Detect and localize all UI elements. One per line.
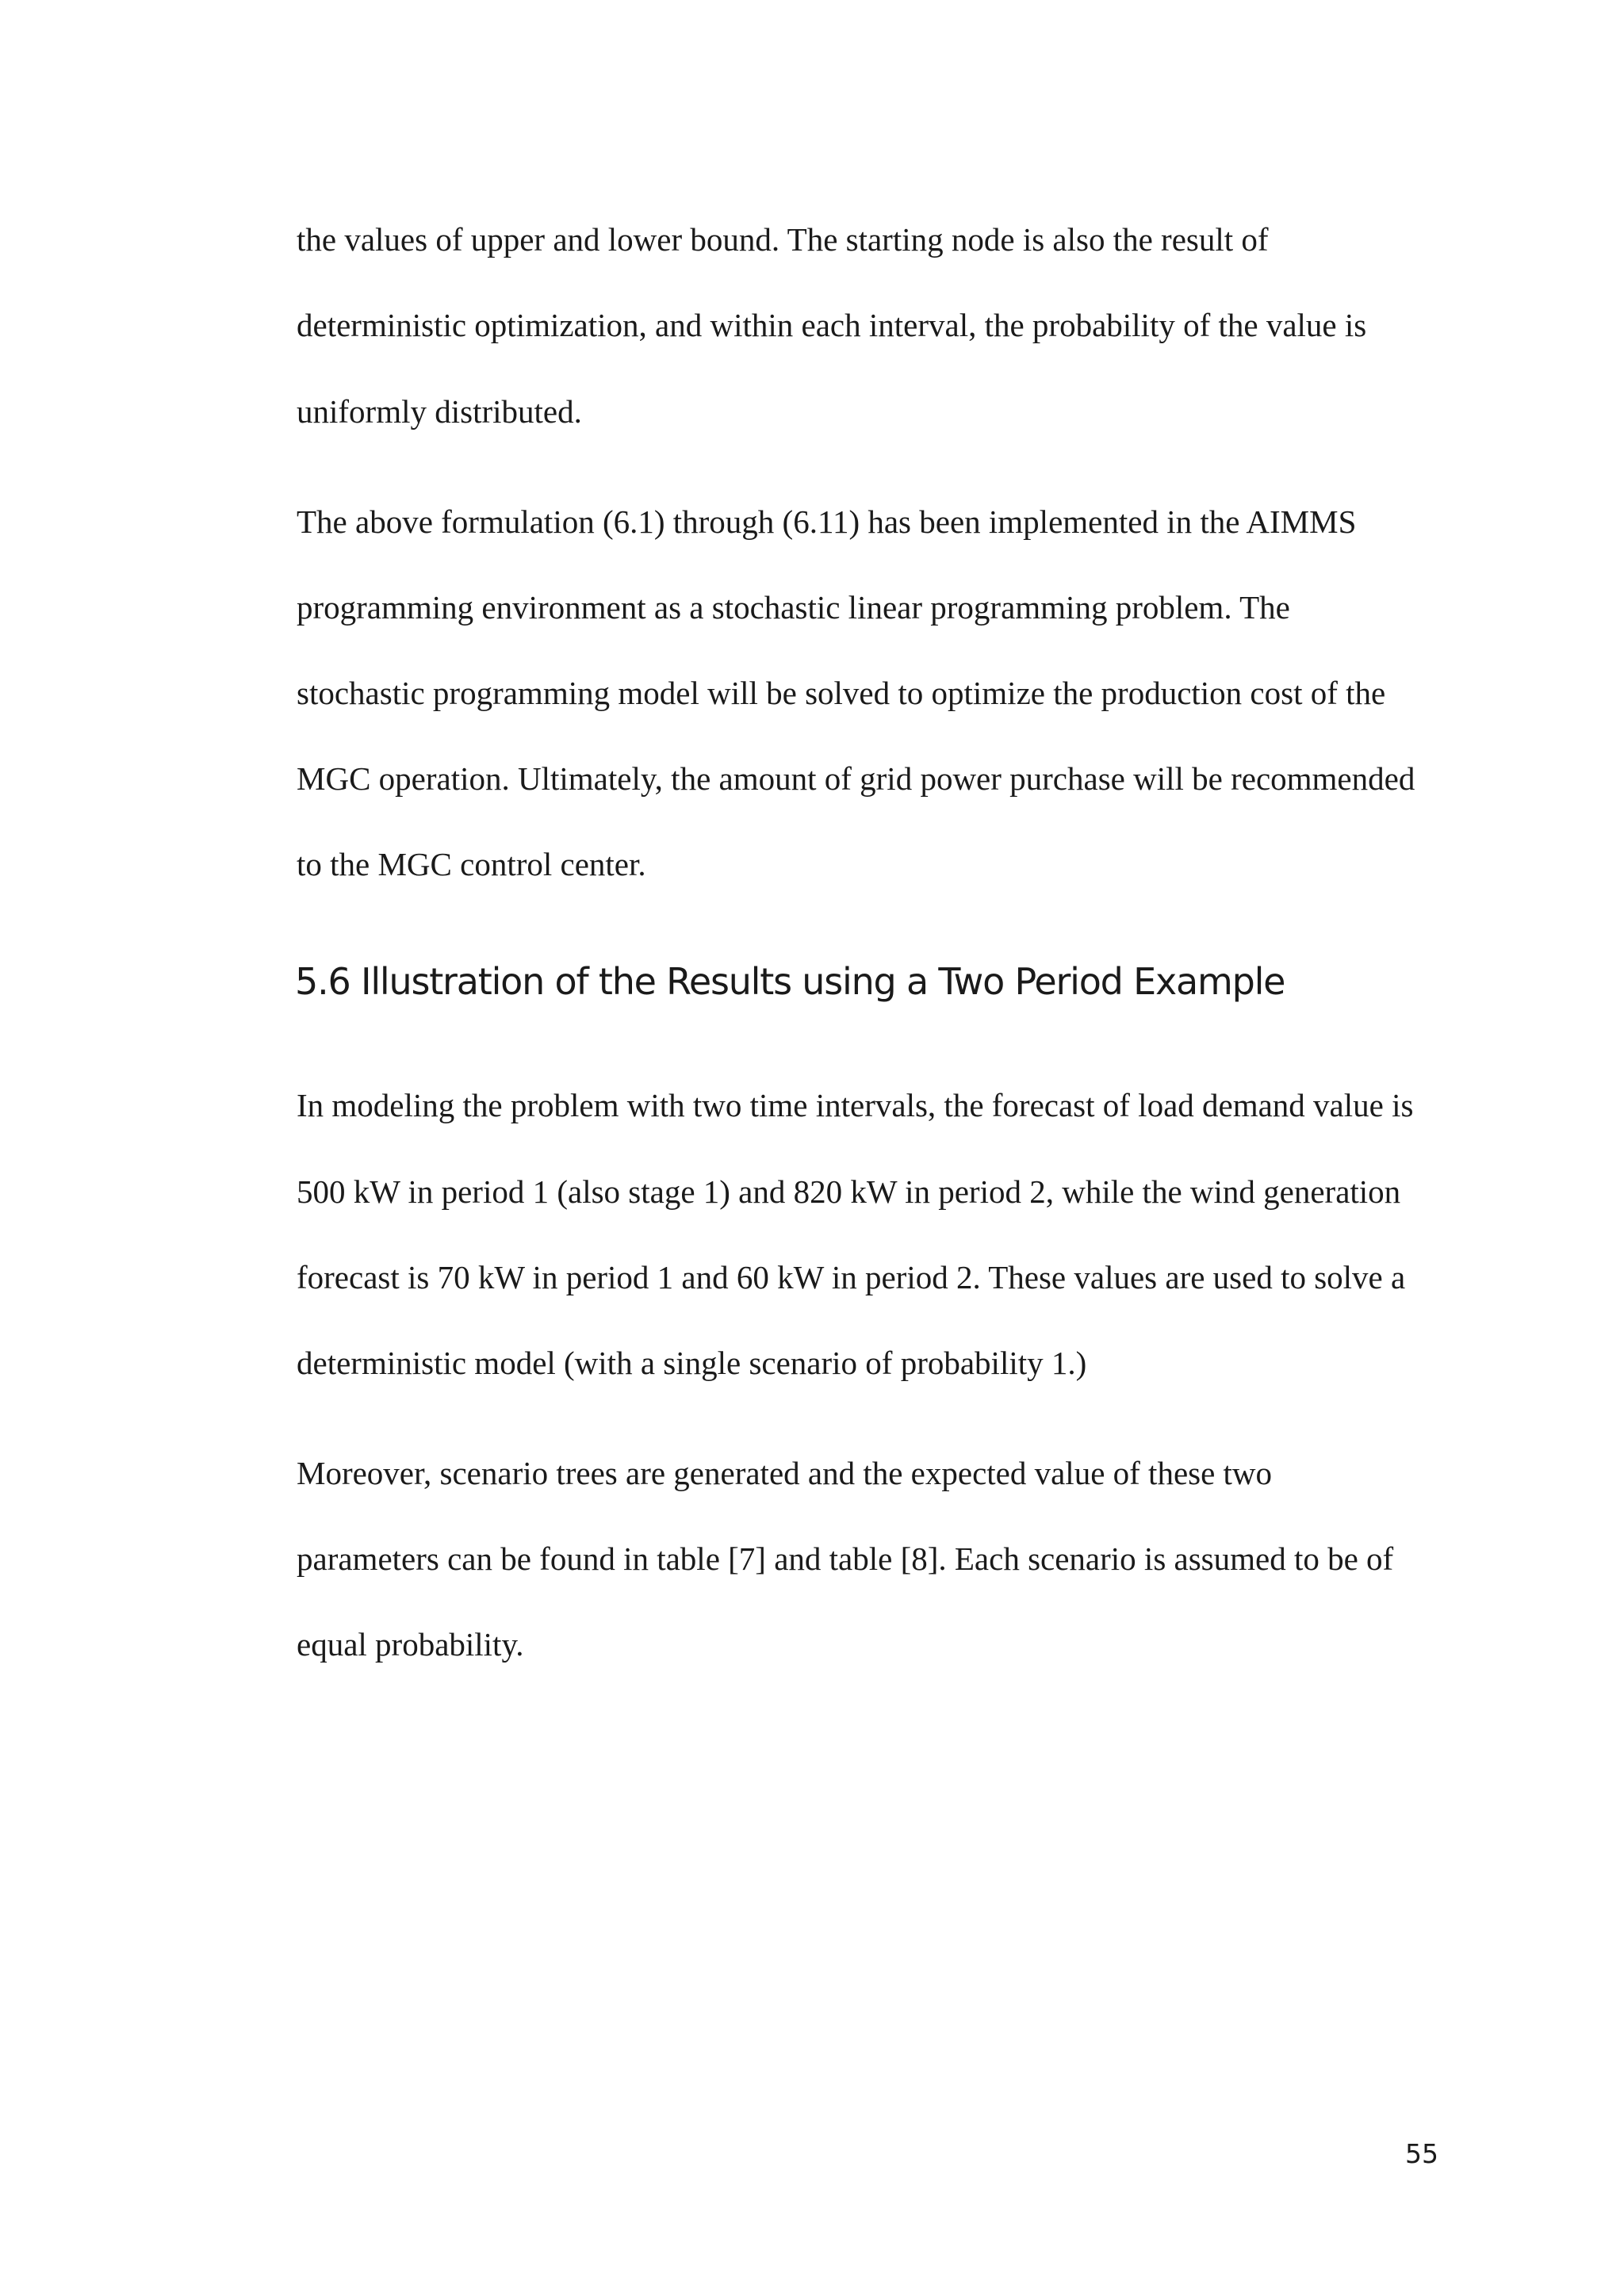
paragraph-line: deterministic optimization, and within each interval, the probability of the value is <box>297 307 1367 343</box>
section-heading: 5.6 Illustration of the Results using a Two Period Example <box>295 960 1285 1003</box>
paragraph-line: parameters can be found in table [7] and table [8]. Each scenario is assumed to be of <box>297 1540 1394 1577</box>
paragraph-line: stochastic programming model will be solved to optimize the production cost of the <box>297 675 1386 711</box>
page-number: 55 <box>1405 2138 1438 2169</box>
paragraph-line: Moreover, scenario trees are generated and the expected value of these two <box>297 1455 1273 1491</box>
paragraph-line: In modeling the problem with two time intervals, the forecast of load demand value is <box>297 1087 1414 1123</box>
paragraph-line: the values of upper and lower bound. The starting node is also the result of <box>297 221 1269 258</box>
paragraph-line: MGC operation. Ultimately, the amount of grid power purchase will be recommended <box>297 760 1415 797</box>
paragraph-line: equal probability. <box>297 1626 524 1663</box>
paragraph-line: deterministic model (with a single scenario of probability 1.) <box>297 1345 1087 1381</box>
paragraph-line: uniformly distributed. <box>297 393 582 430</box>
paragraph-line: to the MGC control center. <box>297 846 646 882</box>
paragraph-line: forecast is 70 kW in period 1 and 60 kW in period 2. These values are used to solve a <box>297 1259 1406 1295</box>
paragraph-line: programming environment as a stochastic linear programming problem. The <box>297 589 1290 626</box>
paragraph-line: 500 kW in period 1 (also stage 1) and 820 kW in period 2, while the wind generation <box>297 1173 1401 1210</box>
paragraph-line: The above formulation (6.1) through (6.11) has been implemented in the AIMMS <box>297 503 1357 540</box>
